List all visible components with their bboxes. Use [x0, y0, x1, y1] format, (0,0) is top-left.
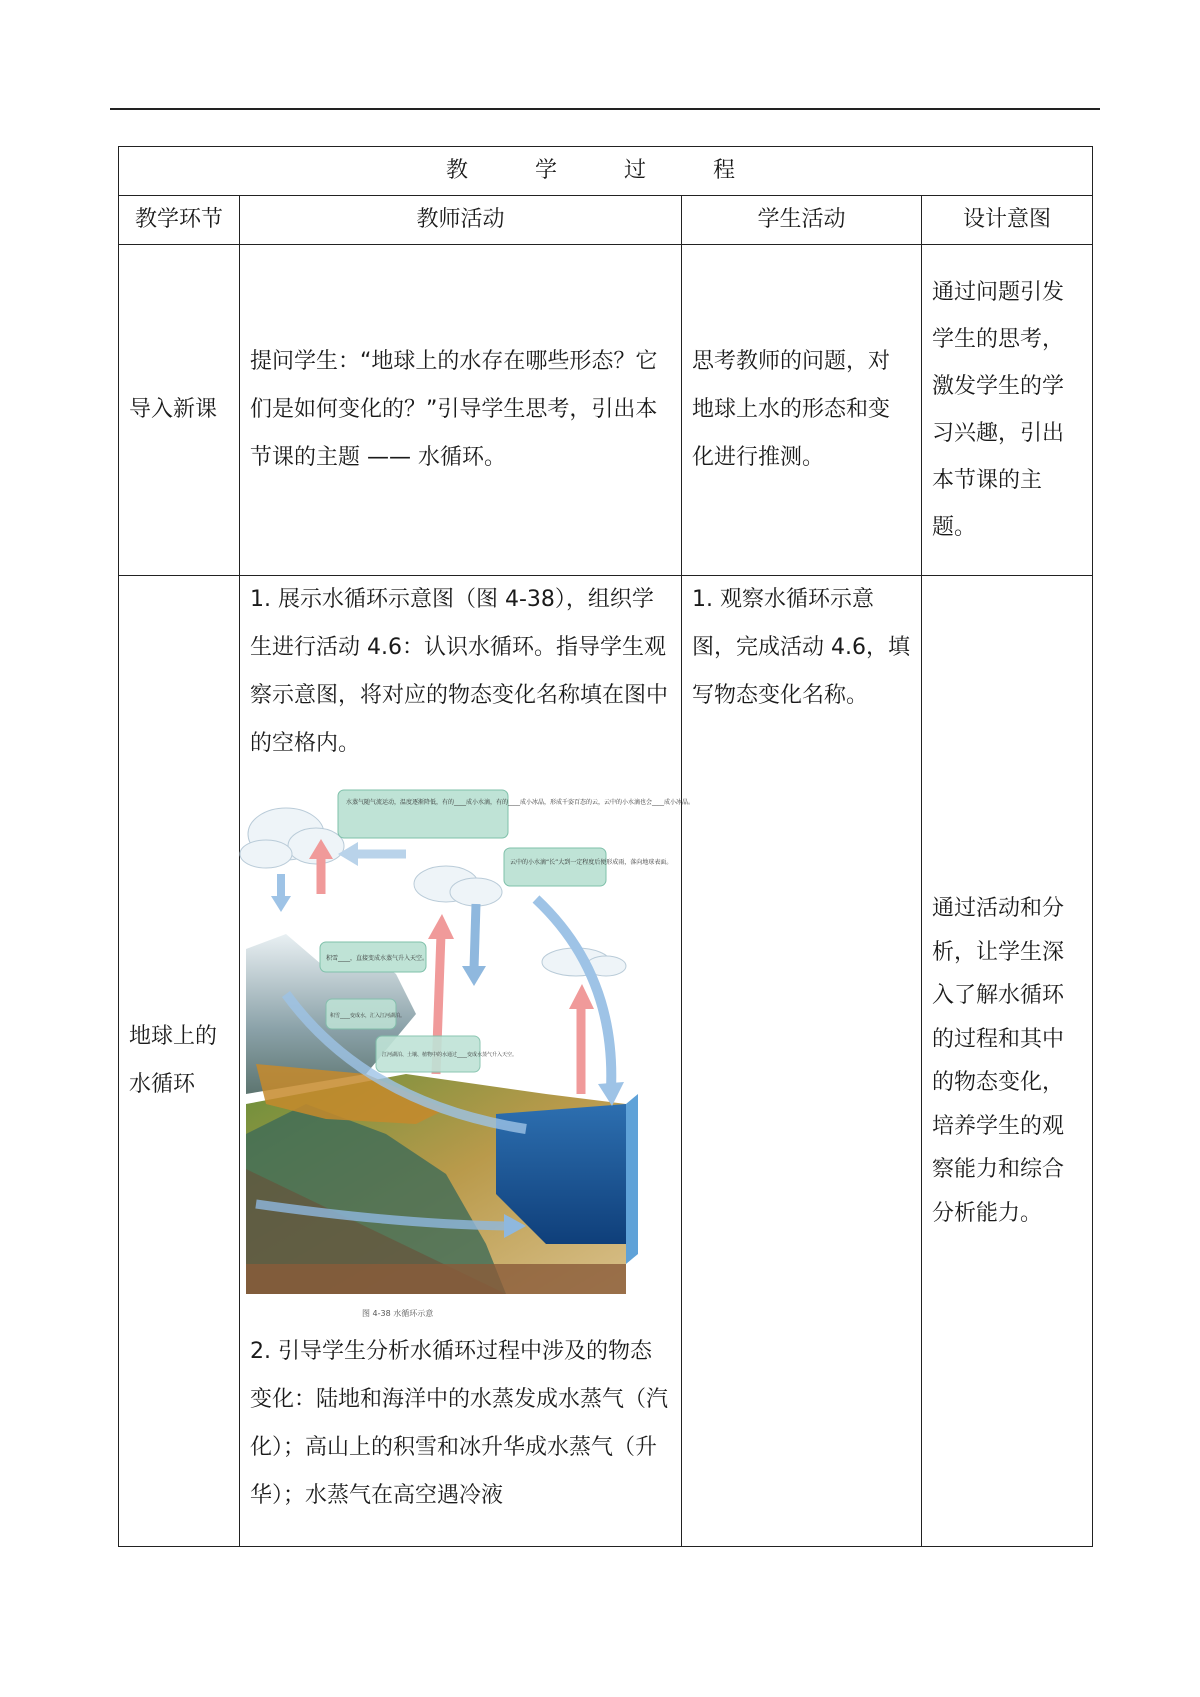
cloud-middle: [414, 866, 502, 906]
label-text: 水蒸气随气流运动，温度逐渐降低，有的____成小水滴，有的____成小冰晶，形成千姿百态的云，云中的小水滴也会____成小冰晶。: [346, 799, 695, 806]
label-text: 江河湖泊、土壤、植物中的水通过____变成水蒸气升入天空。: [382, 1052, 518, 1058]
intent-cell: 通过问题引发学生的思考，激发学生的学习兴趣，引出本节课的主题。: [922, 245, 1093, 576]
teacher-cell: 提问学生：“地球上的水存在哪些形态？它们是如何变化的？”引导学生思考，引出本节课的主题 —— 水循环。: [240, 245, 682, 576]
intent-cell: 通过活动和分析，让学生深入了解水循环的过程和其中的物态变化，培养学生的观察能力和综合分析能力。: [922, 576, 1093, 1547]
ground-base: [246, 1264, 626, 1294]
table-title-row: [119, 147, 1093, 196]
student-cell: 思考教师的问题，对地球上水的形态和变化进行推测。: [682, 245, 922, 576]
label-box-evaporation: [376, 1036, 517, 1072]
teacher-step-2: 2. 引导学生分析水循环过程中涉及的物态变化：陆地和海洋中的水蒸发成水蒸气（汽化）；高山上的积雪和冰升华成水蒸气（升华）；水蒸气在高空遇冷液: [250, 1339, 669, 1508]
header-stage: 教学环节: [119, 196, 240, 245]
cloud-transport-arrow: [536, 899, 611, 1089]
label-text: 积雪____，直接变成水蒸气升入天空。: [326, 955, 429, 962]
header-student: 学生活动: [682, 196, 922, 245]
precipitation-arrow: [474, 904, 476, 969]
arrow-head-icon: [462, 966, 486, 986]
arrow-head-icon: [428, 914, 454, 939]
student-cell: 1. 观察水循环示意图，完成活动 4.6，填写物态变化名称。: [682, 576, 922, 1547]
teacher-step-1: 1. 展示水循环示意图（图 4-38），组织学生进行活动 4.6：认识水循环。指导学生观察示意图，将对应的物态变化名称填在图中的空格内。: [250, 587, 669, 756]
teacher-cell: [240, 576, 695, 1547]
label-box-condensation: [338, 790, 694, 838]
stage-cell: 地球上的水循环: [119, 576, 240, 1547]
label-box-melting: [326, 999, 405, 1029]
label-text: 积雪____变成水，汇入江河湖泊。: [330, 1013, 406, 1019]
header-teacher: 教师活动: [240, 196, 682, 245]
arrow-head-icon: [271, 896, 291, 912]
label-box-rain: [504, 848, 672, 886]
table-title: 教 学 过 程: [119, 147, 1093, 196]
table-header-row: [119, 196, 1093, 245]
table-row: [119, 245, 1093, 576]
label-text: 云中的小水滴“长”大到一定程度后便形成雨，落向地球表面。: [510, 859, 673, 866]
header-rule: [110, 108, 1100, 110]
stage-cell: 导入新课: [119, 245, 240, 576]
ocean-side: [626, 1094, 638, 1264]
water-cycle-figure: [246, 774, 695, 1324]
header-intent: 设计意图: [922, 196, 1093, 245]
table-row: [119, 576, 1093, 1547]
figure-caption: 图 4-38 水循环示意: [362, 1309, 434, 1318]
lesson-plan-table: [118, 146, 1093, 1547]
arrow-head-icon: [569, 984, 594, 1009]
label-box-sublimation: [320, 942, 428, 972]
